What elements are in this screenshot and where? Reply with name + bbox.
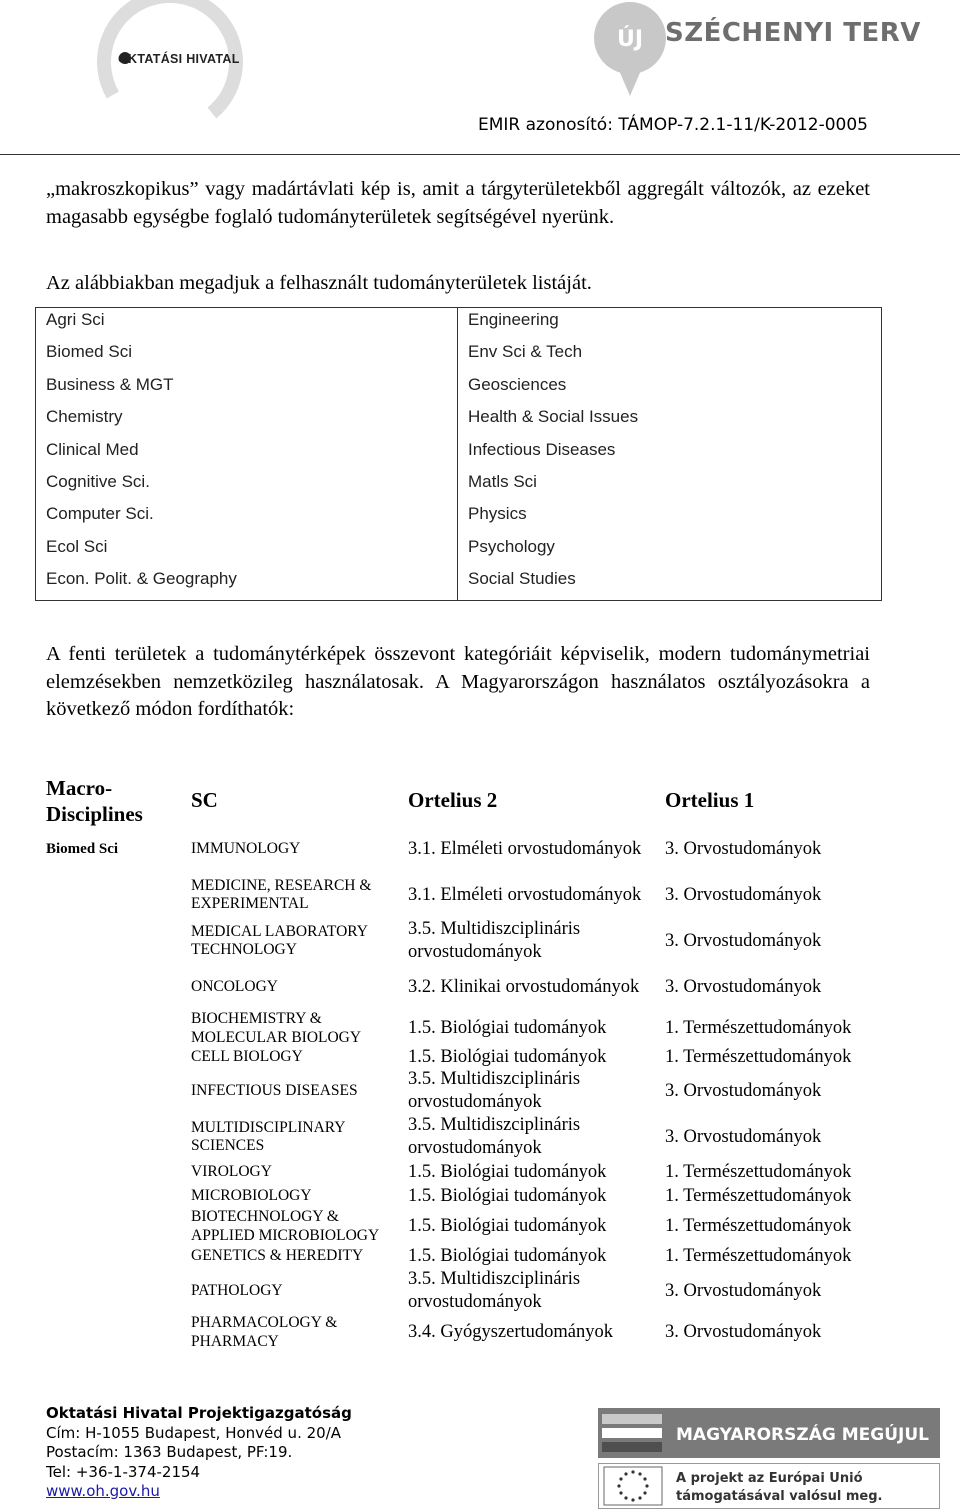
footer-tel: Tel: +36-1-374-2154 bbox=[46, 1462, 201, 1481]
ortelius1-cell: 3. Orvostudományok bbox=[665, 1080, 822, 1101]
ortelius2-cell: 3.1. Elméleti orvostudományok bbox=[408, 838, 642, 859]
areas-divider bbox=[457, 308, 458, 600]
area-item: Cognitive Sci. bbox=[46, 471, 150, 491]
table-header-macro: Macro- Disciplines bbox=[46, 776, 143, 826]
sc-cell: MEDICINE, RESEARCH & EXPERIMENTAL bbox=[191, 876, 372, 912]
ortelius1-cell: 1. Természettudományok bbox=[665, 1245, 852, 1266]
table-header-ortelius1: Ortelius 1 bbox=[665, 788, 755, 812]
mm-text: MAGYARORSZÁG MEGÚJUL bbox=[676, 1425, 929, 1445]
paragraph-classification: A fenti területek a tudománytérképek összevont kategóriáit képviselik, modern tudománymetriai elemzésekben nemzetközileg használatosak. A Magyarországon használatos osztályozásokra a következő módon fordíthatók: bbox=[46, 643, 870, 720]
table-row bbox=[0, 1068, 960, 1114]
sc-cell: MICROBIOLOGY bbox=[191, 1186, 312, 1204]
sc-cell: PATHOLOGY bbox=[191, 1281, 283, 1299]
ortelius2-cell: 1.5. Biológiai tudományok bbox=[408, 1185, 607, 1206]
ortelius1-cell: 1. Természettudományok bbox=[665, 1185, 852, 1206]
footer-postal: Postacím: 1363 Budapest, PF:19. bbox=[46, 1443, 293, 1461]
area-item: Health & Social Issues bbox=[468, 407, 639, 427]
eu-text-1: A projekt az Európai Unió bbox=[676, 1471, 863, 1486]
table-row bbox=[0, 964, 960, 1010]
ortelius2-cell: 3.2. Klinikai orvostudományok bbox=[408, 976, 640, 997]
table-row bbox=[0, 826, 960, 872]
table-row bbox=[0, 918, 960, 964]
footer-org: Oktatási Hivatal Projektigazgatóság bbox=[46, 1404, 352, 1422]
ortelius1-cell: 1. Természettudományok bbox=[665, 1215, 852, 1236]
paragraph-list-intro: Az alábbiakban megadjuk a felhasznált tudományterületek listáját. bbox=[46, 272, 592, 294]
ortelius1-cell: 1. Természettudományok bbox=[665, 1047, 852, 1067]
eu-support-logo bbox=[598, 1463, 940, 1509]
ortelius2-cell: 1.5. Biológiai tudományok bbox=[408, 1215, 607, 1236]
sc-cell: BIOTECHNOLOGY & APPLIED MICROBIOLOGY bbox=[191, 1208, 380, 1244]
sc-cell: CELL BIOLOGY bbox=[191, 1047, 303, 1065]
table-row bbox=[0, 1184, 960, 1208]
area-item: Biomed Sci bbox=[46, 342, 132, 362]
ortelius1-cell: 3. Orvostudományok bbox=[665, 1280, 822, 1301]
sc-cell: VIROLOGY bbox=[191, 1162, 272, 1180]
ortelius1-cell: 3. Orvostudományok bbox=[665, 884, 822, 905]
area-item: Econ. Polit. & Geography bbox=[46, 569, 237, 589]
table-row bbox=[0, 1208, 960, 1244]
ortelius2-cell: 3.5. Multidiszciplináris orvostudományok bbox=[408, 1069, 581, 1112]
szechenyi-u-text: ÚJ bbox=[616, 27, 644, 52]
sc-cell: ONCOLOGY bbox=[191, 977, 278, 995]
ortelius1-cell: 3. Orvostudományok bbox=[665, 1126, 822, 1147]
areas-left-column bbox=[46, 308, 237, 600]
eu-text-2: támogatásával valósul meg. bbox=[676, 1489, 883, 1504]
area-item: Engineering bbox=[468, 310, 559, 329]
ortelius1-cell: 3. Orvostudományok bbox=[665, 930, 822, 951]
area-item: Chemistry bbox=[46, 407, 123, 427]
ortelius2-cell: 1.5. Biológiai tudományok bbox=[408, 1245, 607, 1266]
magyarorszag-megujul-logo bbox=[598, 1408, 940, 1458]
area-item: Infectious Diseases bbox=[468, 439, 616, 459]
ortelius1-cell: 3. Orvostudományok bbox=[665, 838, 822, 859]
footer-contact bbox=[46, 1404, 352, 1502]
table-header-sc: SC bbox=[191, 788, 218, 812]
ortelius2-cell: 3.1. Elméleti orvostudományok bbox=[408, 884, 642, 905]
sc-cell: GENETICS & HEREDITY bbox=[191, 1246, 364, 1264]
table-row bbox=[0, 1160, 960, 1184]
header-divider bbox=[0, 154, 960, 155]
macro-cell: Biomed Sci bbox=[46, 840, 119, 857]
sc-cell: BIOCHEMISTRY & MOLECULAR BIOLOGY bbox=[191, 1010, 362, 1046]
ortelius2-cell: 1.5. Biológiai tudományok bbox=[408, 1017, 607, 1038]
sc-cell: INFECTIOUS DISEASES bbox=[191, 1081, 358, 1099]
science-areas-box bbox=[35, 307, 882, 601]
table-row bbox=[0, 1268, 960, 1314]
oktatasi-hivatal-logo bbox=[55, 0, 285, 140]
sc-cell: PHARMACOLOGY & PHARMACY bbox=[191, 1314, 338, 1350]
table-row bbox=[0, 1114, 960, 1160]
ortelius2-cell: 3.5. Multidiszciplináris orvostudományok bbox=[408, 1115, 581, 1158]
ortelius2-cell: 3.5. Multidiszciplináris orvostudományok bbox=[408, 919, 581, 962]
area-item: Matls Sci bbox=[468, 471, 537, 491]
footer-web-link[interactable]: www.oh.gov.hu bbox=[46, 1482, 160, 1500]
area-item: Env Sci & Tech bbox=[468, 342, 583, 362]
ortelius1-cell: 1. Természettudományok bbox=[665, 1161, 852, 1182]
table-row bbox=[0, 1244, 960, 1268]
ortelius2-cell: 1.5. Biológiai tudományok bbox=[408, 1047, 607, 1067]
area-item: Clinical Med bbox=[46, 439, 139, 459]
oktatasi-hivatal-logo-text: OKTATÁSI HIVATAL bbox=[118, 52, 240, 66]
ortelius2-cell: 3.5. Multidiszciplináris orvostudományok bbox=[408, 1269, 581, 1312]
area-item: Ecol Sci bbox=[46, 536, 108, 556]
areas-right-column bbox=[468, 308, 638, 600]
table-row bbox=[0, 872, 960, 918]
szechenyi-terv-text: SZÉCHENYI TERV bbox=[665, 18, 921, 48]
area-item: Business & MGT bbox=[46, 374, 174, 394]
ortelius2-cell: 1.5. Biológiai tudományok bbox=[408, 1161, 607, 1182]
table-row bbox=[0, 1314, 960, 1350]
area-item: Geosciences bbox=[468, 374, 567, 394]
area-item: Physics bbox=[468, 504, 527, 524]
sc-cell: MULTIDISCIPLINARY SCIENCES bbox=[191, 1118, 345, 1154]
area-item: Agri Sci bbox=[46, 310, 105, 329]
sc-cell: MEDICAL LABORATORY TECHNOLOGY bbox=[191, 922, 368, 958]
area-item: Social Studies bbox=[468, 569, 576, 589]
paragraph-intro: „makroszkopikus” vagy madártávlati kép is, amit a tárgyterületekből aggregált változók, az ezeket magasabb egységbe foglaló tudományterületek segítségével nyerünk. bbox=[46, 178, 870, 228]
area-item: Computer Sci. bbox=[46, 504, 154, 524]
emir-id: EMIR azonosító: TÁMOP-7.2.1-11/K-2012-0005 bbox=[478, 115, 868, 135]
ortelius1-cell: 3. Orvostudományok bbox=[665, 976, 822, 997]
table-header-ortelius2: Ortelius 2 bbox=[408, 788, 498, 812]
table-row bbox=[0, 1010, 960, 1046]
footer-address: Cím: H-1055 Budapest, Honvéd u. 20/A bbox=[46, 1423, 342, 1442]
sc-cell: IMMUNOLOGY bbox=[191, 839, 301, 857]
table-row bbox=[0, 1046, 960, 1068]
ortelius2-cell: 3.4. Gyógyszertudományok bbox=[408, 1321, 614, 1342]
ortelius1-cell: 3. Orvostudományok bbox=[665, 1321, 822, 1342]
szechenyi-terv-logo bbox=[590, 0, 910, 100]
ortelius1-cell: 1. Természettudományok bbox=[665, 1017, 852, 1038]
area-item: Psychology bbox=[468, 536, 555, 556]
